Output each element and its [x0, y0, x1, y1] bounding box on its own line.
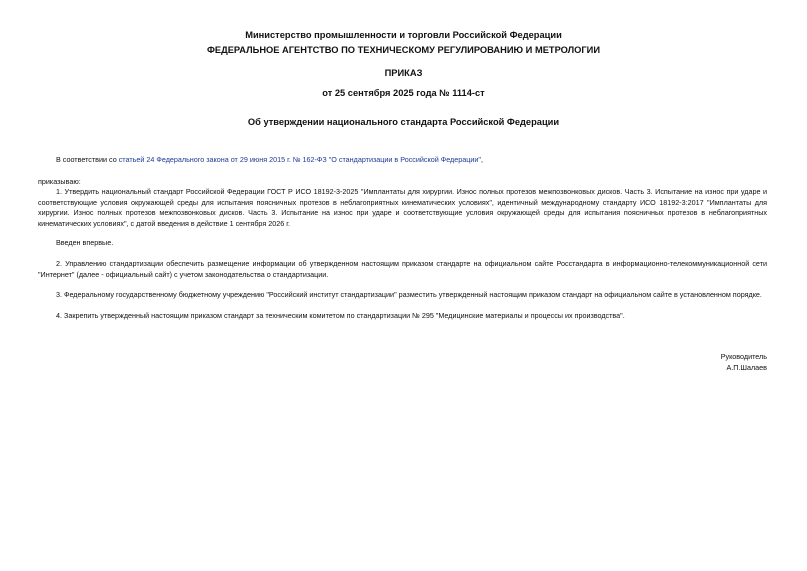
order-word: приказываю: [38, 177, 81, 186]
document-date-number: от 25 сентября 2025 года № 1114-ст [322, 88, 485, 98]
signature-name: А.П.Шалаев [726, 363, 767, 372]
item-2: 2. Управлению стандартизации обеспечить размещение информации об утвержденном настоящим приказом стандарте на официальном сайте Росстандарта в информационно-телекоммуникационной сети "Интернет" (далее - официальный сайт) с учетом законодательства о стандартизации. [38, 259, 767, 279]
item-4: 4. Закрепить утвержденный настоящим приказом стандарт за техническим комитетом по стандартизации № 295 "Медицинские материалы и процессы их производства". [56, 311, 625, 320]
law-article-link[interactable]: статьей 24 Федерального закона от 29 июня 2015 г. № 162-ФЗ [118, 155, 327, 164]
introduced-note: Введен впервые. [56, 238, 114, 247]
agency-name: ФЕДЕРАЛЬНОЕ АГЕНТСТВО ПО ТЕХНИЧЕСКОМУ РЕГУЛИРОВАНИЮ И МЕТРОЛОГИИ [206, 45, 601, 55]
preamble-prefix: В соответствии со [56, 155, 119, 164]
item-1: 1. Утвердить национальный стандарт Российской Федерации ГОСТ Р ИСО 18192-3-2025 "Имплантаты для хирургии. Износ полных протезов межпозвонковых дисков. Часть 3. Испытание на износ при ударе и соответствующие условия окружающей среды для испытания поясничных протезов в неблагоприятных кинематических условиях", идентичный международному стандарту ИСО 18192-3:2017 "Имплантаты для хирургии. Износ полных протезов межпозвонковых дисков. Часть 3. Испытание на износ при ударе и соответствующие условия окружающей среды для испытания поясничных протезов в неблагоприятных кинематических условиях", с датой введения в действие 1 сентября 2026 г. [38, 187, 767, 228]
preamble [56, 155, 483, 165]
document-type: ПРИКАЗ [384, 68, 423, 78]
document-title: Об утверждении национального стандарта Российской Федерации [247, 117, 560, 127]
item-3: 3. Федеральному государственному бюджетному учреждению "Российский институт стандартизации" разместить утвержденный настоящим приказом стандарт на официальном сайте в установленном порядке. [56, 290, 762, 299]
signature-position: Руководитель [720, 352, 767, 361]
law-title-link[interactable]: "О стандартизации в Российской Федерации" [328, 155, 481, 164]
ministry-name: Министерство промышленности и торговли Российской Федерации [245, 30, 562, 40]
preamble-suffix: , [480, 155, 483, 164]
